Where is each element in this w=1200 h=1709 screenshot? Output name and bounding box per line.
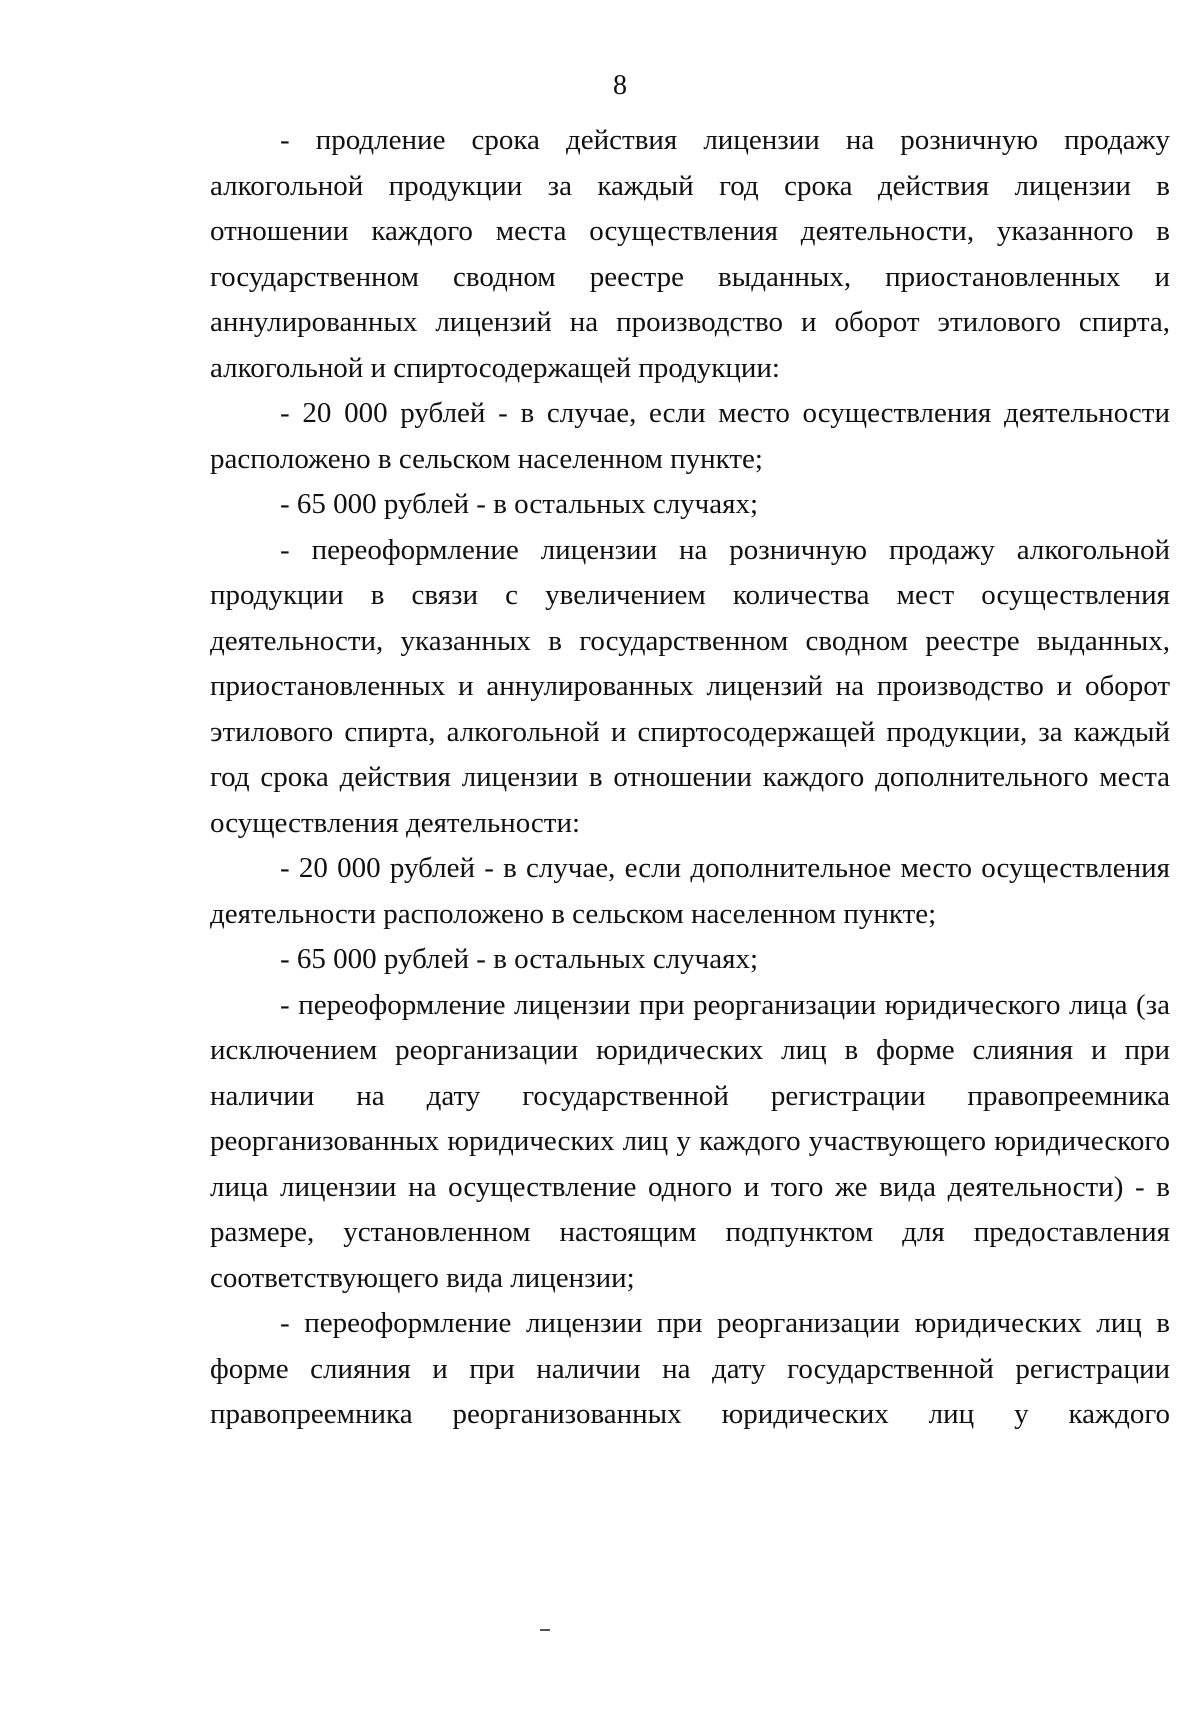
paragraph-reissue-merger: - переоформление лицензии при реорганизации юридических лиц в форме слияния и при наличии на дату государственной регистрации правопреемника реорганизованных юридических лиц у каждого: [210, 1307, 1170, 1430]
paragraph-fee-other-additional: - 65 000 рублей - в остальных случаях;: [280, 943, 759, 975]
document-body: [210, 118, 1170, 1438]
paragraph-fee-other: - 65 000 рублей - в остальных случаях;: [280, 488, 759, 520]
paragraph-license-extension: - продление срока действия лицензии на розничную продажу алкогольной продукции за каждый год срока действия лицензии в отношении каждого места осуществления деятельности, указанного в государственном сводном реестре выданных, приостановленных и аннулированных лицензий на производство и оборот этилового спирта, алкогольной и спиртосодержащей продукции:: [210, 124, 1170, 384]
paragraph-fee-rural-additional: - 20 000 рублей - в случае, если дополнительное место осуществления деятельности расположено в сельском населенном пункте;: [210, 852, 1170, 930]
footer-mark: [540, 1629, 550, 1631]
page-number: 8: [613, 70, 627, 101]
paragraph-fee-rural: - 20 000 рублей - в случае, если место осуществления деятельности расположено в сельском населенном пункте;: [210, 397, 1170, 475]
paragraph-reissue-additional-places: - переоформление лицензии на розничную продажу алкогольной продукции в связи с увеличением количества мест осуществления деятельности, указанных в государственном сводном реестре выданных, приостановленных и аннулированных лицензий на производство и оборот этилового спирта, алкогольной и спиртосодержащей продукции, за каждый год срока действия лицензии в отношении каждого дополнительного места осуществления деятельности:: [210, 533, 1170, 839]
paragraph-reissue-reorganization: - переоформление лицензии при реорганизации юридического лица (за исключением реорганизации юридических лиц в форме слияния и при наличии на дату государственной регистрации правопреемника реорганизованных юридических лиц у каждого участвующего юридического лица лицензии на осуществление одного и того же вида деятельности) - в размере, установленном настоящим подпунктом для предоставления соответствующего вида лицензии;: [210, 988, 1170, 1294]
